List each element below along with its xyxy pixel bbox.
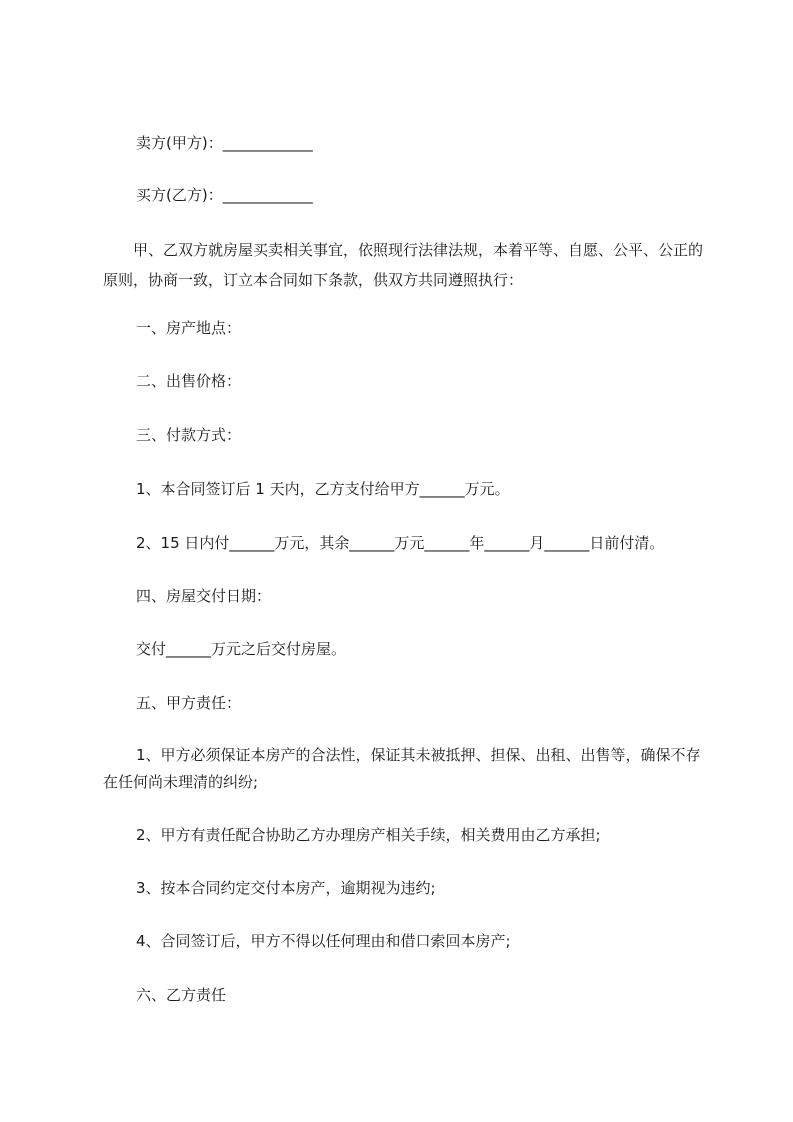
section-4-heading: 四、房屋交付日期： [136,587,272,605]
buyer-line: 买方(乙方)：____________ [136,186,313,204]
section-1-heading: 一、房产地点： [136,319,242,337]
seller-duty-1: 1、甲方必须保证本房产的合法性，保证其未被抵押、担保、出租、出售等，确保不存在任何尚未理清的纠纷; [103,746,701,791]
section-2-heading: 二、出售价格： [136,372,242,390]
seller-line: 卖方(甲方)：____________ [136,134,313,152]
payment-clause-1: 1、本合同签订后 1 天内，乙方支付给甲方______万元。 [136,480,510,498]
section-6-heading: 六、乙方责任 [136,986,227,1004]
payment-clause-2: 2、15 日内付______万元，其余______万元______年______月______日前付清。 [136,534,665,552]
delivery-clause: 交付______万元之后交付房屋。 [136,640,347,658]
seller-duty-3: 3、按本合同约定交付本房产，逾期视为违约; [136,879,436,897]
section-5-heading: 五、甲方责任： [136,694,242,712]
section-3-heading: 三、付款方式： [136,426,242,444]
seller-duty-4: 4、合同签订后，甲方不得以任何理由和借口索回本房产; [136,932,511,950]
seller-duty-2: 2、甲方有责任配合协助乙方办理房产相关手续，相关费用由乙方承担; [136,826,601,844]
intro-paragraph: 甲、乙双方就房屋买卖相关事宜，依照现行法律法规，本着平等、自愿、公平、公正的原则，协商一致，订立本合同如下条款，供双方共同遵照执行： [103,241,704,289]
